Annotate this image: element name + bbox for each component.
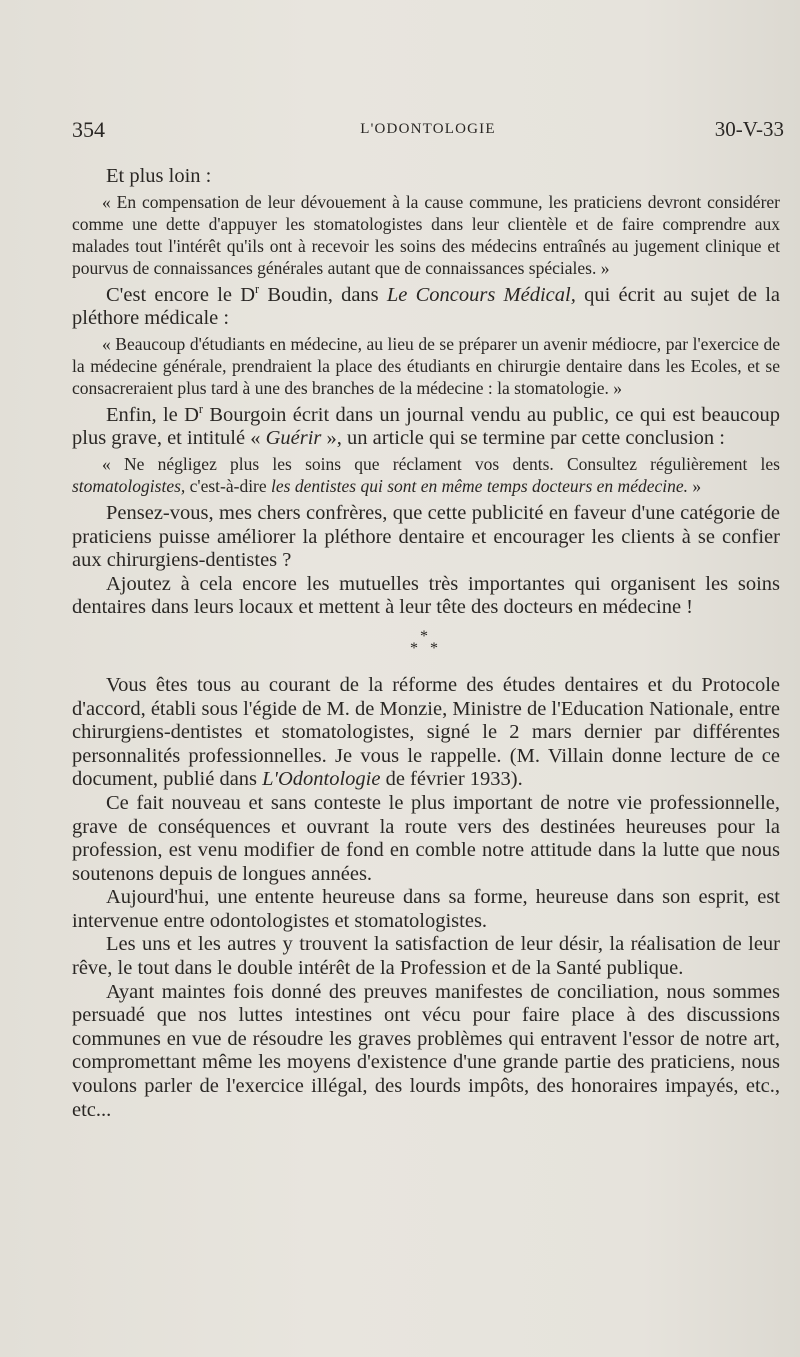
paragraph-les-uns: Les uns et les autres y trouvent la satisfaction de leur désir, la réalisation de leur rêve, le tout dans le double intérêt de la Profession et de la Santé publique.	[72, 933, 780, 980]
quote-etudiants: « Beaucoup d'étudiants en médecine, au lieu de se préparer un avenir médiocre, par l'exercice de la médecine générale, prendraient la place des étudiants en chirurgie dentaire dans les Ecoles, et se consacreraient plus tard à une des branches de la médecine : la stomatologie. »	[72, 333, 780, 398]
paragraph-fait-nouveau: Ce fait nouveau et sans conteste le plus important de notre vie professionnelle, grave de conséquences et ouvrant la route vers des destinées heureuses pour la profession, est venu modifier de fond en comble notre attitude dans la lutte que nous soutenons depuis de longues années.	[72, 791, 780, 885]
paragraph-mutuelles: Ajoutez à cela encore les mutuelles très importantes qui organisent les soins dentaires dans leurs locaux et mettent à leur tête des docteurs en médecine !	[72, 572, 780, 619]
journal-title-odontologie: L'Odontologie	[262, 768, 381, 791]
journal-title-concours: Le Concours Médical,	[386, 283, 576, 306]
paragraph-pensez-vous: Pensez-vous, mes chers confrères, que cette publicité en faveur d'une catégorie de praticiens puisse améliorer la pléthore dentaire et encourager les clients à se confier aux chirurgiens-dentistes ?	[72, 501, 780, 572]
page-header	[72, 115, 784, 145]
paragraph-bourgoin: Enfin, le $D^r$ Bourgoin écrit dans un journal vendu au public, ce qui est beaucoup plus grave, et intitulé « Guérir », un article qui se termine par cette conclusion :	[72, 401, 780, 450]
paragraph-conciliation: Ayant maintes fois donné des preuves manifestes de conciliation, nous sommes persuadé que nos luttes intestines ont vécu pour faire place à des discussions communes en vue de résoudre les graves problèmes qui entravent l'essor de notre art, compromettant même les moyens d'existence d'une grande partie des praticiens, nous voulons parler de l'exercice illégal, des lourds impôts, des honoraires impayés, etc., etc...	[72, 980, 780, 1121]
journal-title-guerir: Guérir	[265, 427, 322, 450]
paragraph-intro: Et plus loin :	[106, 165, 212, 187]
paragraph-reforme: Vous êtes tous au courant de la réforme des études dentaires et du Protocole d'accord, établi sous l'égide de M. de Monzie, Ministre de l'Education Nationale, entre chirurgiens-dentistes et stomatologistes, signé le 2 mars dernier par différentes personnalités professionnelles. Je vous le rappelle. (M. Villain donne lecture de ce document, publié dans L'Odontologie de février 1933).	[72, 673, 780, 791]
paragraph-aujourdhui: Aujourd'hui, une entente heureuse dans sa forme, heureuse dans son esprit, est intervenue entre odontologistes et stomatologistes.	[72, 886, 780, 932]
issue-date: 30-V-33	[714, 117, 784, 141]
quote-conclusion: « Ne négligez plus les soins que réclament vos dents. Consultez régulièrement les stomatologistes, c'est-à-dire les dentistes qui sont en même temps docteurs en médecine. »	[72, 453, 780, 496]
running-title: L'ODONTOLOGIE	[360, 121, 496, 137]
page-body	[72, 165, 780, 1122]
asterism-divider: * * *	[410, 627, 438, 657]
page-number: 354	[72, 117, 105, 142]
quote-compensation: « En compensation de leur dévouement à la cause commune, les praticiens devront considérer comme une dette d'appuyer les stomatologistes dans leur clientèle et de faire comprendre aux malades tout l'intérêt qu'ils ont à recevoir les soins des médecins entraînés au jugement clinique et pourvus de connaissances générales autant que de connaissances spéciales. »	[72, 191, 780, 278]
paragraph-boudin: C'est encore le $D^r$ Boudin, dans Le Concours Médical, qui écrit au sujet de la pléthore médicale :	[72, 281, 780, 330]
